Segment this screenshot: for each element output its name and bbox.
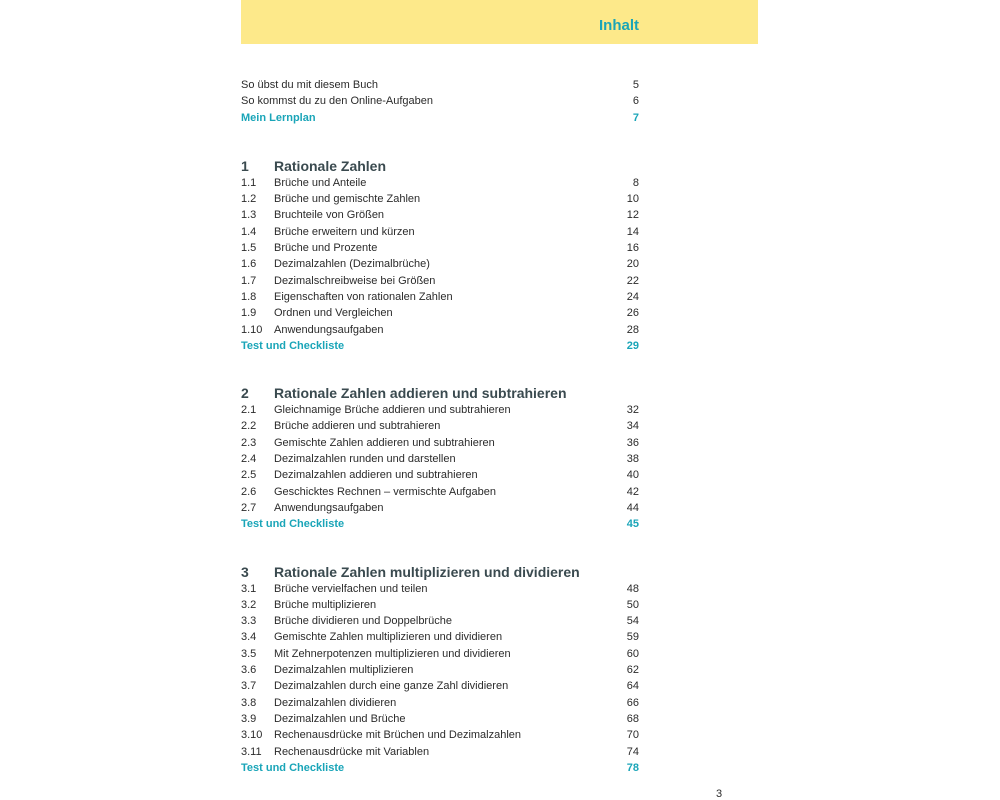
toc-entry-label: Brüche vervielfachen und teilen xyxy=(274,582,428,595)
toc-entry[interactable] xyxy=(241,451,639,467)
toc-entry[interactable] xyxy=(241,467,639,483)
toc-entry[interactable] xyxy=(241,273,639,289)
toc-entry[interactable] xyxy=(241,175,639,191)
toc-entry[interactable] xyxy=(241,597,639,613)
toc-entry-page: 50 xyxy=(626,598,639,611)
page-number: 3 xyxy=(716,788,723,800)
toc-entry-number: 1.9 xyxy=(241,307,257,320)
toc-entry-page: 40 xyxy=(626,469,639,482)
toc-entry-label: Rechenausdrücke mit Variablen xyxy=(274,745,430,758)
toc-entry-number: 3.4 xyxy=(241,631,257,644)
toc-entry-label: Dezimalzahlen dividieren xyxy=(274,696,397,709)
toc-entry-label: Dezimalzahlen runden und darstellen xyxy=(274,453,456,466)
toc-entry-label: Brüche und Anteile xyxy=(274,176,367,189)
toc-entry[interactable] xyxy=(241,224,639,240)
toc-entry-number: 3.3 xyxy=(241,615,257,628)
toc-entry-number: 2.4 xyxy=(241,453,257,466)
toc-entry[interactable] xyxy=(241,256,639,272)
toc-entry[interactable] xyxy=(241,744,639,760)
toc-entry-page: 14 xyxy=(626,225,639,238)
chapter-number: 2 xyxy=(241,385,249,402)
toc-entry[interactable] xyxy=(241,678,639,694)
toc-entry-number: 3.9 xyxy=(241,712,257,725)
toc-entry-label: Test und Checkliste xyxy=(241,518,345,531)
toc-entry-label: Mein Lernplan xyxy=(241,111,316,124)
toc-entry-label: Dezimalzahlen multiplizieren xyxy=(274,664,414,677)
toc-entry[interactable] xyxy=(241,402,639,418)
toc-entry-label: Dezimalschreibweise bei Größen xyxy=(274,274,436,287)
chapter-number: 1 xyxy=(241,157,249,174)
toc-entry-page: 22 xyxy=(626,274,639,287)
toc-entry-page: 28 xyxy=(626,323,639,336)
toc-entry-page: 26 xyxy=(626,307,639,320)
chapter-title: Rationale Zahlen multiplizieren und dividieren xyxy=(274,563,580,580)
toc-entry-lernplan[interactable] xyxy=(241,110,639,126)
toc-entry-label: Brüche addieren und subtrahieren xyxy=(274,420,441,433)
toc-entry-label: Dezimalzahlen (Dezimalbrüche) xyxy=(274,258,430,271)
toc-entry-page: 29 xyxy=(626,339,639,352)
toc-entry[interactable] xyxy=(241,613,639,629)
toc-entry-page: 32 xyxy=(626,404,639,417)
toc-entry-number: 2.5 xyxy=(241,469,257,482)
toc-entry-number: 2.2 xyxy=(241,420,257,433)
toc-entry-page: 36 xyxy=(626,436,639,449)
toc-entry-label: Anwendungsaufgaben xyxy=(274,323,384,336)
toc-entry-number: 1.5 xyxy=(241,242,257,255)
toc-entry-page: 60 xyxy=(626,647,639,660)
toc-entry-number: 3.1 xyxy=(241,582,257,595)
toc-entry-label: Rechenausdrücke mit Brüchen und Dezimalzahlen xyxy=(274,729,522,742)
toc-entry-page: 44 xyxy=(626,501,639,514)
toc-entry-label: Brüche und gemischte Zahlen xyxy=(274,193,421,206)
toc-entry-page: 54 xyxy=(626,615,639,628)
toc-entry[interactable] xyxy=(241,711,639,727)
toc-entry[interactable] xyxy=(241,322,639,338)
page-title: Inhalt xyxy=(599,17,639,34)
toc-entry-label: Gleichnamige Brüche addieren und subtrahieren xyxy=(274,404,511,417)
toc-entry[interactable] xyxy=(241,662,639,678)
toc-entry-page: 74 xyxy=(626,745,639,758)
toc-entry-number: 3.5 xyxy=(241,647,257,660)
toc-entry-number: 1.4 xyxy=(241,225,257,238)
chapter-heading[interactable] xyxy=(241,563,639,581)
toc-entry-page: 70 xyxy=(626,729,639,742)
toc-entry-page: 24 xyxy=(626,290,639,303)
toc-entry[interactable] xyxy=(241,93,639,109)
toc-entry-page: 78 xyxy=(626,761,639,774)
toc-entry-number: 3.11 xyxy=(241,745,262,758)
chapter-number: 3 xyxy=(241,563,249,580)
toc-entry-number: 1.10 xyxy=(241,323,263,336)
toc-entry-label: Brüche dividieren und Doppelbrüche xyxy=(274,615,452,628)
toc-entry-page: 59 xyxy=(626,631,639,644)
toc-entry-label: Brüche multiplizieren xyxy=(274,598,377,611)
toc-entry-page: 8 xyxy=(632,176,639,189)
toc-entry-number: 1.3 xyxy=(241,209,257,222)
table-of-contents xyxy=(241,77,639,776)
toc-entry-test-checkliste[interactable] xyxy=(241,516,639,532)
toc-entry-label: Geschicktes Rechnen – vermischte Aufgaben xyxy=(274,485,496,498)
toc-entry-test-checkliste[interactable] xyxy=(241,338,639,354)
toc-entry-page: 68 xyxy=(626,712,639,725)
toc-entry-page: 45 xyxy=(626,518,639,531)
toc-entry-label: Bruchteile von Größen xyxy=(274,209,385,222)
toc-entry-number: 3.6 xyxy=(241,664,257,677)
toc-entry-label: So kommst du zu den Online-Aufgaben xyxy=(241,95,434,108)
toc-entry-label: Test und Checkliste xyxy=(241,339,345,352)
toc-entry-number: 3.2 xyxy=(241,598,257,611)
toc-entry-page: 7 xyxy=(632,111,639,124)
toc-entry-number: 3.8 xyxy=(241,696,257,709)
toc-entry-test-checkliste[interactable] xyxy=(241,760,639,776)
toc-entry[interactable] xyxy=(241,77,639,93)
toc-entry-page: 38 xyxy=(626,453,639,466)
toc-entry-label: Eigenschaften von rationalen Zahlen xyxy=(274,290,453,303)
toc-entry[interactable] xyxy=(241,191,639,207)
toc-entry[interactable] xyxy=(241,305,639,321)
toc-entry-page: 48 xyxy=(626,582,639,595)
toc-entry-number: 3.10 xyxy=(241,729,263,742)
toc-entry-label: Mit Zehnerpotenzen multiplizieren und dividieren xyxy=(274,647,511,660)
toc-entry[interactable] xyxy=(241,695,639,711)
toc-entry-number: 3.7 xyxy=(241,680,257,693)
toc-entry-label: Gemischte Zahlen addieren und subtrahieren xyxy=(274,436,495,449)
toc-entry-page: 20 xyxy=(626,258,639,271)
toc-entry[interactable] xyxy=(241,484,639,500)
toc-entry-number: 1.2 xyxy=(241,193,257,206)
toc-entry[interactable] xyxy=(241,629,639,645)
toc-entry-page: 66 xyxy=(626,696,639,709)
toc-entry-number: 1.1 xyxy=(241,176,257,189)
toc-entry-number: 1.6 xyxy=(241,258,257,271)
toc-entry-number: 2.7 xyxy=(241,501,257,514)
toc-entry-page: 34 xyxy=(626,420,639,433)
toc-entry-label: Brüche erweitern und kürzen xyxy=(274,225,415,238)
chapter-heading[interactable] xyxy=(241,384,639,402)
toc-entry-label: Dezimalzahlen durch eine ganze Zahl dividieren xyxy=(274,680,509,693)
toc-entry[interactable] xyxy=(241,435,639,451)
chapter-title: Rationale Zahlen addieren und subtrahieren xyxy=(274,385,567,402)
toc-entry-page: 16 xyxy=(626,242,639,255)
toc-entry-page: 12 xyxy=(626,209,639,222)
toc-entry-page: 42 xyxy=(626,485,639,498)
chapter-heading[interactable] xyxy=(241,157,639,175)
toc-entry-label: Gemischte Zahlen multiplizieren und dividieren xyxy=(274,631,503,644)
toc-entry-number: 2.3 xyxy=(241,436,257,449)
toc-entry-page: 62 xyxy=(626,664,639,677)
toc-entry-page: 6 xyxy=(632,95,639,108)
chapter-title: Rationale Zahlen xyxy=(274,157,387,174)
toc-entry-label: Test und Checkliste xyxy=(241,761,345,774)
header-band xyxy=(241,0,758,44)
toc-entry-page: 5 xyxy=(632,79,639,91)
toc-entry-number: 2.6 xyxy=(241,485,257,498)
toc-entry-label: Ordnen und Vergleichen xyxy=(274,307,393,320)
toc-entry-number: 2.1 xyxy=(241,404,257,417)
toc-entry-label: So übst du mit diesem Buch xyxy=(241,79,378,91)
toc-entry-number: 1.7 xyxy=(241,274,257,287)
toc-entry-number: 1.8 xyxy=(241,290,257,303)
toc-entry[interactable] xyxy=(241,500,639,516)
toc-entry[interactable] xyxy=(241,581,639,597)
toc-entry-label: Dezimalzahlen addieren und subtrahieren xyxy=(274,469,478,482)
toc-entry-label: Anwendungsaufgaben xyxy=(274,501,384,514)
toc-entry[interactable] xyxy=(241,646,639,662)
toc-entry[interactable] xyxy=(241,418,639,434)
toc-entry[interactable] xyxy=(241,207,639,223)
toc-entry[interactable] xyxy=(241,289,639,305)
toc-entry-page: 64 xyxy=(626,680,639,693)
toc-entry[interactable] xyxy=(241,727,639,743)
toc-entry-page: 10 xyxy=(626,193,639,206)
toc-entry[interactable] xyxy=(241,240,639,256)
toc-entry-label: Dezimalzahlen und Brüche xyxy=(274,712,406,725)
toc-entry-label: Brüche und Prozente xyxy=(274,242,378,255)
